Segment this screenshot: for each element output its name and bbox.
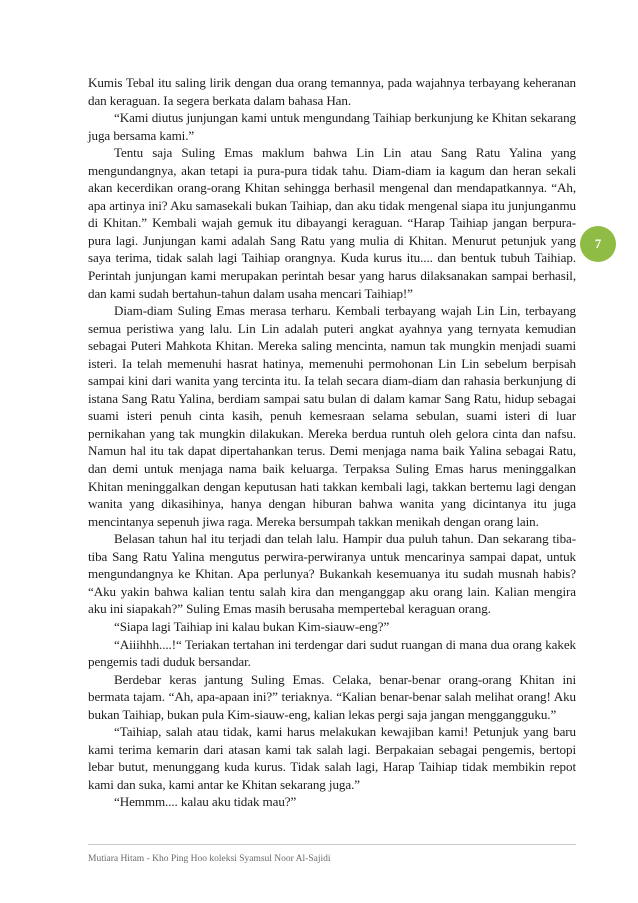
paragraph: “Kami diutus junjungan kami untuk mengundang Taihiap berkunjung ke Khitan sekarang juga bersama kami.” — [88, 110, 576, 143]
paragraph: “Hemmm.... kalau aku tidak mau?” — [114, 794, 297, 810]
page-number-badge — [580, 226, 616, 262]
paragraph: “Aiiihhh....!“ Teriakan tertahan ini terdengar dari sudut ruangan di mana dua orang kakek pengemis tadi duduk bersandar. — [88, 636, 576, 670]
paragraph: Berdebar keras jantung Suling Emas. Celaka, benar-benar orang-orang Khitan ini bermata tajam. “Ah, apa-apaan ini?” teriaknya. “Kalian benar-benar salah melihat orang! Aku bukan Taihiap, bukan pula Kim-siauw-eng, kalian lekas pergi saja jangan menggangguku.” — [88, 671, 576, 722]
body-text — [88, 74, 576, 811]
page-number: 7 — [594, 236, 602, 251]
paragraph: Tentu saja Suling Emas maklum bahwa Lin Lin atau Sang Ratu Yalina yang mengundangnya, akan tetapi ia pura-pura tidak tahu. Diam-diam ia kagum dan heran sekali akan kecerdikan orang-orang Khitan sehingga berhasil mengenal dan mendapatkannya. “Ah, apa artinya ini? Aku samasekali bukan Taihiap, dan aku tidak mengenal siapa itu junjunganmu di Khitan.” Kembali wajah gemuk itu dibayangi keraguan. “Harap Taihiap jangan berpura-pura lagi. Junjungan kami adalah Sang Ratu yang mulia di Khitan. Menurut petunjuk yang saya terima, tidak salah lagi Taihiap orangnya. Kuda kurus itu.... dan bentuk tubuh Taihiap. Perintah junjungan kami merupakan perintah besar yang harus dilaksanakan sampai berhasil, dan kami sudah bertahun-tahun dalam usaha mencari Taihiap!” — [88, 145, 576, 301]
footer-credit: Mutiara Hitam - Kho Ping Hoo koleksi Syamsul Noor Al-Sajidi — [88, 854, 331, 864]
paragraph: “Siapa lagi Taihiap ini kalau bukan Kim-siauw-eng?” — [114, 618, 390, 634]
paragraph: Belasan tahun hal itu terjadi dan telah lalu. Hampir dua puluh tahun. Dan sekarang tiba-tiba Sang Ratu Yalina mengutus perwira-perwiranya untuk mencarinya sampai dapat, untuk mengundangnya ke Khitan. Apa perlunya? Bukankah kesemuanya itu sudah musnah habis? “Aku yakin bahwa kalian tentu salah kira dan menganggap aku orang lain. Kalian mengira aku ini siapakah?” Suling Emas masih berusaha mempertebal keraguan orang. — [88, 531, 576, 617]
footer-divider — [88, 844, 576, 845]
paragraph: “Taihiap, salah atau tidak, kami harus melakukan kewajiban kami! Petunjuk yang baru kami terima kemarin dari atasan kami tak salah lagi. Berpakaian sebagai pengemis, bertopi lebar butut, menunggang kuda kurus. Tidak salah lagi, Harap Taihiap tidak membikin repot kami dan suka, kami antar ke Khitan sekarang juga.” — [88, 724, 576, 792]
paragraph: Kumis Tebal itu saling lirik dengan dua orang temannya, pada wajahnya terbayang keheranan dan keraguan. Ia segera berkata dalam bahasa Han. — [88, 75, 576, 108]
paragraph: Diam-diam Suling Emas merasa terharu. Kembali terbayang wajah Lin Lin, terbayang semua peristiwa yang lalu. Lin Lin adalah puteri angkat ayahnya yang ternyata kemudian sebagai Puteri Mahkota Khitan. Mereka saling mencinta, namun tak mungkin menjadi suami isteri. Ia telah memenuhi hasrat hatinya, memenuhi permohonan Lin Lin sebelum berpisah sampai kini dari wanita yang tercinta itu. Ia telah secara diam-diam dan rahasia berkunjung di istana Sang Ratu Yalina, berdiam sampai satu bulan di dalam kamar Sang Ratu, hidup sebagai suami isteri penuh cinta kasih, penuh kemesraan selama sebulan, suami isteri di luar pernikahan yang tak mungkin dilakukan. Mereka berdua runtuh oleh gelora cinta dan nafsu. Namun hal itu tak dapat dipertahankan terus. Demi menjaga nama baik Yalina sebagai Ratu, dan demi untuk menjaga nama baik keluarga. Terpaksa Suling Emas harus meninggalkan Khitan meninggalkan dengan keputusan hati takkan kembali lagi, takkan bertemu lagi dengan wanita yang dikasihinya, hanya dengan hiburan bahwa wanita yang dicintanya itu juga mencintanya sepenuh jiwa raga. Mereka bersumpah takkan menikah dengan orang lain. — [88, 303, 576, 529]
